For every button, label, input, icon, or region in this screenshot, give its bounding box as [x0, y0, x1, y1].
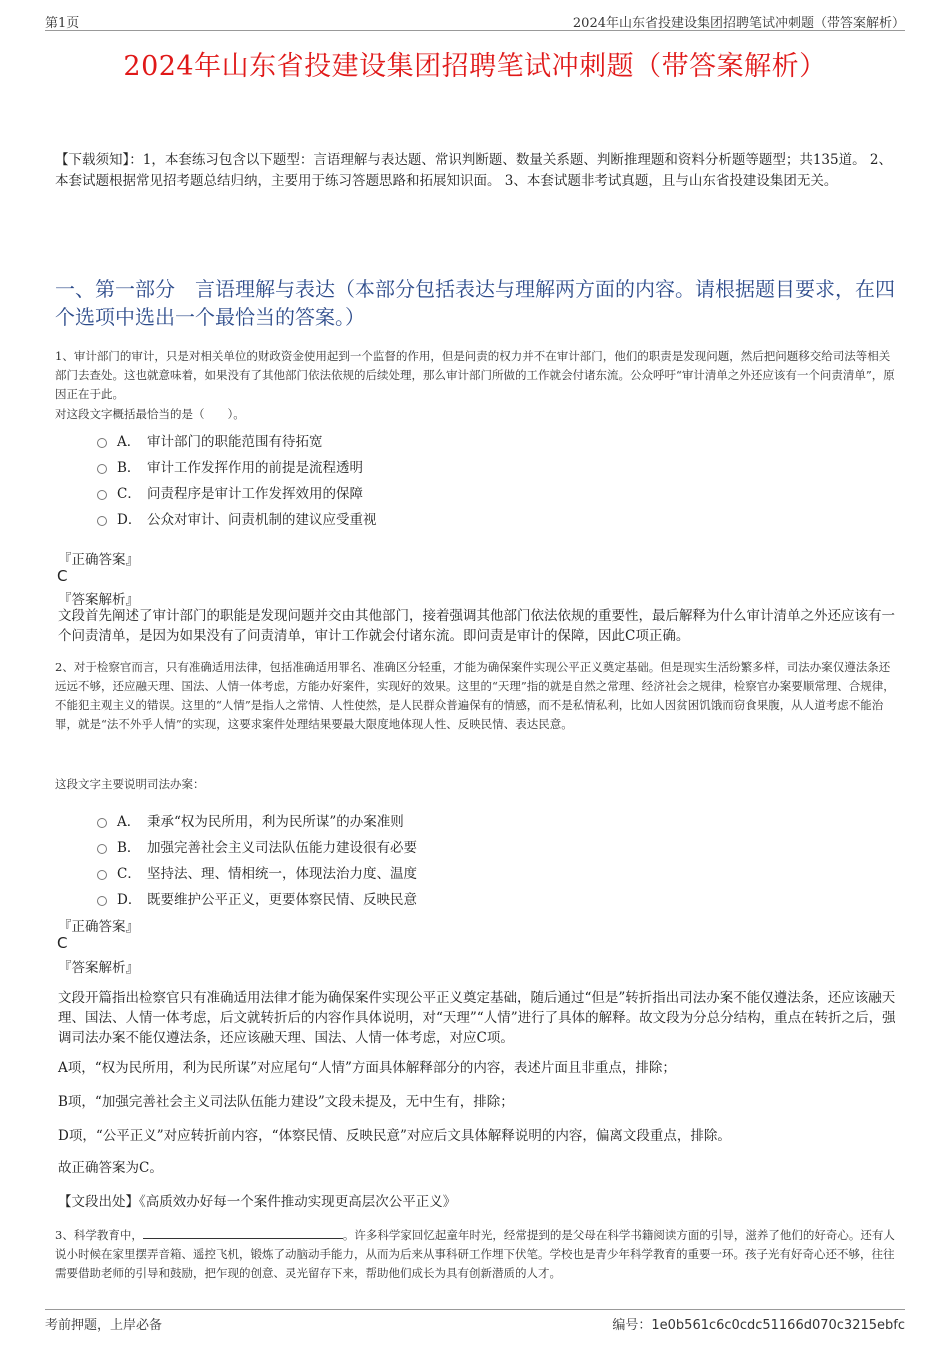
- radio-icon[interactable]: [97, 870, 107, 880]
- question-1-option-b[interactable]: B． 审计工作发挥作用的前提是流程透明: [97, 456, 363, 476]
- page-number: 第1页: [45, 16, 80, 31]
- question-2-prompt: 这段文字主要说明司法办案：: [55, 777, 205, 791]
- radio-icon[interactable]: [97, 516, 107, 526]
- header-divider: [45, 30, 905, 31]
- radio-icon[interactable]: [97, 896, 107, 906]
- question-2-text: 2、对于检察官而言，只有准确适用法律，包括准确适用罪名、准确区分轻重，才能为确保案件实现公平正义奠定基础。但是现实生活纷繁多样，司法办案仅遵法条还远远不够，还应融天理、国法、人情一体考虑，方能办好案件，实现好的效果。这里的“天理”指的就是自然之常理、经济社会之规律，检察官办案要顺常理、合规律，不能犯主观主义的错误。这里的“人情”是指人之常情、人性使然，是人民群众普遍保有的情感，而不是私情私利，比如人因贫困饥饿而窃食果腹，从人道考虑不能治罪，就是“法不外乎人情”的实现，这要求案件处理结果要最大限度地体现人性、反映民情、表达民意。: [55, 660, 895, 731]
- header-title: 2024年山东省投建设集团招聘笔试冲刺题（带答案解析）: [572, 16, 905, 31]
- analysis-text: 文段开篇指出检察官只有准确适用法律才能为确保案件实现公平正义奠定基础，随后通过“但是”转折指出司法办案不能仅遵法条，还应该融天理、国法、人情一体考虑，后文就转折后的内容作具体说明，对“天理”“人情”进行了具体的解释。故文段为分总分结构，重点在转折之后，强调司法办案不能仅遵法条，还应该融天理、国法、人情一体考虑，对应C项。: [58, 990, 896, 1046]
- answer-value: C: [57, 934, 68, 952]
- question-2-option-a[interactable]: A． 秉承“权为民所用，利为民所谋”的办案准则: [97, 810, 404, 830]
- question-3-text: 3、科学教育中， 。许多科学家回忆起童年时光，经常提到的是父母在科学书籍阅读方面的引导，滋养了他们的好奇心。还有人说小时候在家里摆弄音箱、遥控飞机，锻炼了动脑动手能力，从而为后来从事科研工作埋下伏笔。学校也是青少年科学教育的重要一环。孩子光有好奇心还不够，往往需要借助老师的引导和鼓励，把乍现的创意、灵光留存下来，帮助他们成长为具有创新潜质的人才。: [55, 1228, 895, 1280]
- question-1-text: 1、审计部门的审计，只是对相关单位的财政资金使用起到一个监督的作用，但是问责的权力并不在审计部门，他们的职责是发现问题，然后把问题移交给司法等相关部门去查处。这也就意味着，如果没有了其他部门依法依规的后续处理，那么审计部门所做的工作就会付诸东流。公众呼吁“审计清单之外还应该有一个问责清单”，原因正在于此。: [55, 349, 895, 401]
- fill-in-blank: [143, 1226, 343, 1239]
- question-1-option-d[interactable]: D． 公众对审计、问责机制的建议应受重视: [97, 508, 377, 528]
- question-1-option-a[interactable]: A． 审计部门的职能范围有待拓宽: [97, 430, 323, 450]
- analysis-text: 文段首先阐述了审计部门的职能是发现问题并交由其他部门，接着强调其他部门依法依规的重要性，最后解释为什么审计清单之外还应该有一个问责清单，是因为如果没有了问责清单，审计工作就会付诸东流。即问责是审计的保障，因此C项正确。: [58, 608, 895, 644]
- answer-label: 『正确答案』: [58, 552, 139, 568]
- question-2-option-c[interactable]: C． 坚持法、理、情相统一，体现法治力度、温度: [97, 862, 417, 882]
- analysis-label: 『答案解析』: [58, 960, 139, 976]
- radio-icon[interactable]: [97, 844, 107, 854]
- question-1-option-c[interactable]: C． 问责程序是审计工作发挥效用的保障: [97, 482, 363, 502]
- analysis-option-b: B项，“加强完善社会主义司法队伍能力建设”文段未提及，无中生有，排除；: [58, 1094, 514, 1110]
- answer-label: 『正确答案』: [58, 919, 139, 935]
- analysis-label: 『答案解析』: [58, 592, 139, 608]
- question-2-option-b[interactable]: B． 加强完善社会主义司法队伍能力建设很有必要: [97, 836, 417, 856]
- footer-divider: [45, 1309, 905, 1310]
- radio-icon[interactable]: [97, 818, 107, 828]
- footer-slogan: 考前押题，上岸必备: [45, 1318, 163, 1333]
- question-2-option-d[interactable]: D． 既要维护公平正义，更要体察民情、反映民意: [97, 888, 417, 908]
- radio-icon[interactable]: [97, 464, 107, 474]
- document-code: 编号：1e0b561c6c0cdc51166d070c3215ebfc: [612, 1318, 905, 1333]
- download-notice: 【下载须知】：1，本套练习包含以下题型：言语理解与表达题、常识判断题、数量关系题、判断推理题和资料分析题等题型；共135道。 2、本套试题根据常见招考题总结归纳，主要用于练习答题思路和拓展知识面。 3、本套试题非考试真题，且与山东省投建设集团无关。: [55, 152, 892, 189]
- analysis-option-a: A项，“权为民所用，利为民所谋”对应尾句“人情”方面具体解释部分的内容，表述片面且非重点，排除；: [58, 1060, 676, 1076]
- source-citation: 【文段出处】《高质效办好每一个案件推动实现更高层次公平正义》: [58, 1194, 457, 1210]
- answer-value: C: [57, 567, 68, 585]
- radio-icon[interactable]: [97, 490, 107, 500]
- conclusion: 故正确答案为C。: [58, 1160, 163, 1176]
- section-heading: 一、第一部分 言语理解与表达（本部分包括表达与理解两方面的内容。请根据题目要求，在四个选项中选出一个最恰当的答案。）: [55, 277, 895, 329]
- page-title: 2024年山东省投建设集团招聘笔试冲刺题（带答案解析）: [123, 51, 827, 82]
- analysis-option-d: D项，“公平正义”对应转折前内容，“体察民情、反映民意”对应后文具体解释说明的内容，偏离文段重点，排除。: [58, 1128, 731, 1144]
- radio-icon[interactable]: [97, 438, 107, 448]
- question-1-prompt: 对这段文字概括最恰当的是（ ）。: [55, 407, 245, 421]
